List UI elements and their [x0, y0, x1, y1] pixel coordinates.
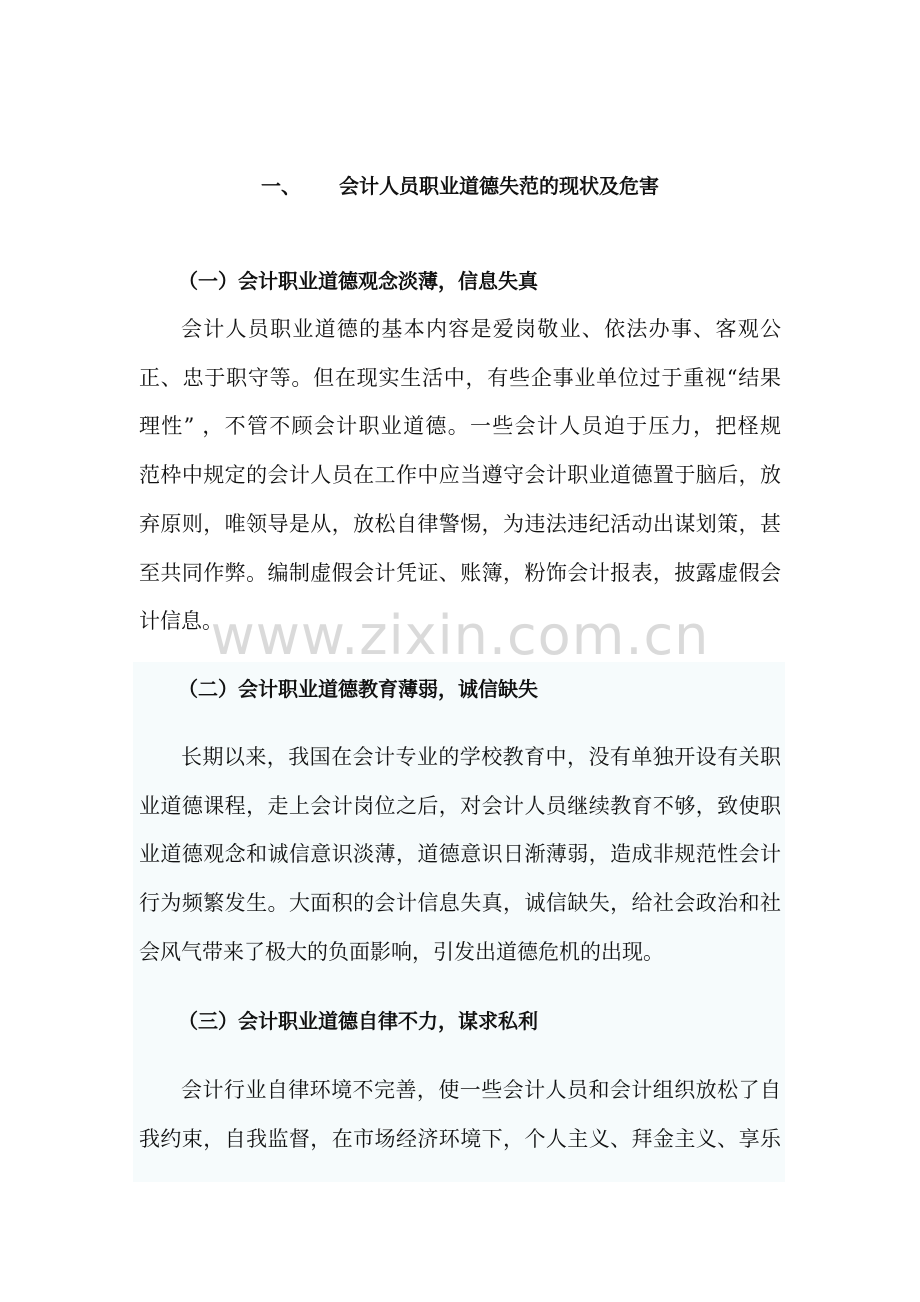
paragraph-line: 业道德观念和诚信意识淡薄，道德意识日渐薄弱，造成非规范性会计 — [139, 842, 781, 867]
paragraph-line: 行为频繁发生。大面积的会计信息失真，诚信缺失，给社会政治和社 — [139, 891, 781, 916]
watermark: www.zixin.com.cn — [210, 604, 710, 667]
main-heading-title: 会计人员职业道德失范的现状及危害 — [339, 174, 659, 198]
paragraph-line: 至共同作弊。编制虚假会计凭证、账簿，粉饰会计报表，披露虚假会 — [139, 560, 781, 585]
paragraph-line: 会计行业自律环境不完善，使一些会计人员和会计组织放松了自 — [181, 1078, 781, 1102]
section-paragraph-1 — [139, 305, 781, 646]
paragraph-line: 弃原则，唯领导是从，放松自律警惕，为违法违纪活动出谋划策，甚 — [139, 511, 781, 536]
paragraph-line: 我约束，自我监督，在市场经济环境下，个人主义、拜金主义、享乐 — [139, 1126, 781, 1151]
paragraph-line: 范枠中规定的会计人员在工作中应当遵守会计职业道德置于脑后，放 — [139, 463, 781, 488]
section-heading-2: （二）会计职业道德教育薄弱，诚信缺失 — [178, 677, 538, 701]
paragraph-line: 理性” ，不管不顾会计职业道德。一些会计人员迫于压力，把柽规 — [139, 414, 781, 439]
main-heading — [0, 170, 920, 202]
paragraph-line: 计信息。 — [139, 609, 223, 634]
section-heading-1: （一）会计职业道德观念淡薄，信息失真 — [178, 269, 538, 293]
paragraph-line: 业道德课程，走上会计岗位之后，对会计人员继续教育不够，致使职 — [139, 793, 781, 818]
paragraph-line: 会计人员职业道德的基本内容是爱岗敬业、依法办事、客观公 — [181, 317, 781, 341]
section-heading-3: （三）会计职业道德自律不力，谋求私利 — [178, 1009, 538, 1033]
paragraph-line: 会风气带来了极大的负面影响，引发出道德危机的出现。 — [139, 939, 664, 964]
paragraph-line: 长期以来，我国在会计专业的学校教育中，没有单独开设有关职 — [181, 745, 781, 769]
section-paragraph-2 — [139, 733, 781, 977]
main-heading-number: 一、 — [261, 174, 301, 198]
paragraph-line: 正、忠于职守等。但在现实生活中，有些企事业单位过于重视“结果 — [139, 365, 781, 390]
section-paragraph-3 — [139, 1066, 781, 1163]
